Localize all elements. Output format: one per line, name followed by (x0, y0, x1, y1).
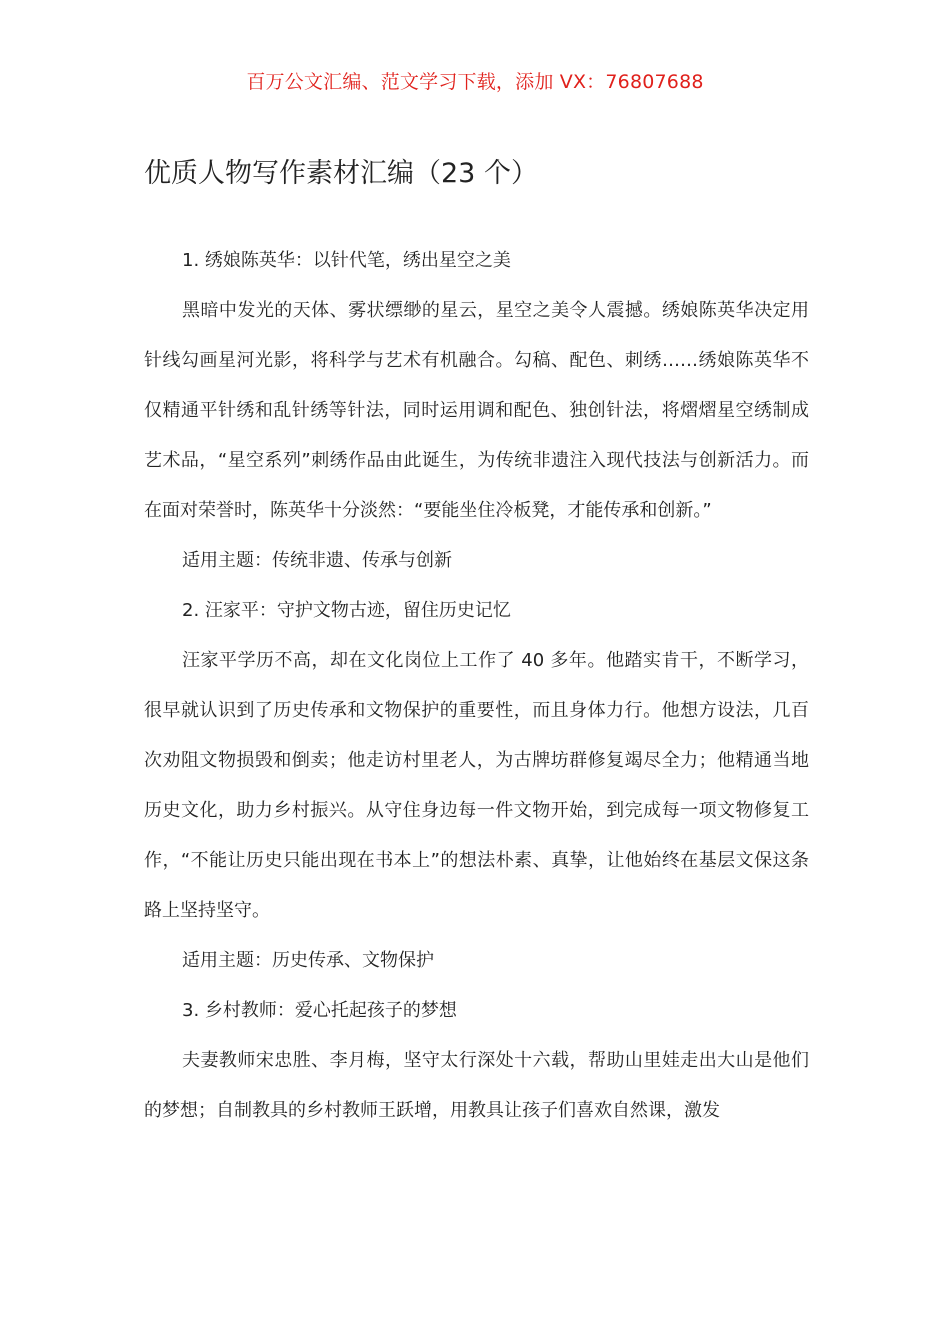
paragraph-rural-teachers: 夫妻教师宋忠胜、李月梅，坚守太行深处十六载，帮助山里娃走出大山是他们的梦想；自制教具的乡村教师王跃增，用教具让孩子们喜欢自然课，激发 (144, 1050, 809, 1121)
header-advertisement: 百万公文汇编、范文学习下载，添加 VX：76807688 (246, 71, 704, 93)
paragraph-wang-jiaping: 汪家平学历不高，却在文化岗位上工作了 40 多年。他踏实肯干，不断学习，很早就认识到了历史传承和文物保护的重要性，而且身体力行。他想方设法，几百次劝阻文物损毁和倒卖；他走访村里老人，为古牌坊群修复竭尽全力；他精通当地历史文化，助力乡村振兴。从守住身边每一件文物开始，到完成每一项文物修复工作，“不能让历史只能出现在书本上”的想法朴素、真挚，让他始终在基层文保这条路上坚持坚守。 (144, 650, 809, 921)
document-body (144, 236, 809, 1136)
paragraph-chen-yinghua: 黑暗中发光的天体、雾状缥缈的星云，星空之美令人震撼。绣娘陈英华决定用针线勾画星河光影，将科学与艺术有机融合。勾稿、配色、刺绣……绣娘陈英华不仅精通平针绣和乱针绣等针法，同时运用调和配色、独创针法，将熠熠星空绣制成艺术品，“星空系列”刺绣作品由此诞生，为传统非遗注入现代技法与创新活力。而在面对荣誉时，陈英华十分淡然：“要能坐住冷板凳，才能传承和创新。” (144, 300, 809, 521)
section-heading-2: 2. 汪家平：守护文物古迹，留住历史记忆 (182, 600, 511, 621)
theme-line-1: 适用主题：传统非遗、传承与创新 (182, 550, 452, 571)
section-heading-3: 3. 乡村教师：爱心托起孩子的梦想 (182, 1000, 457, 1021)
document-title: 优质人物写作素材汇编（23 个） (144, 158, 538, 189)
section-heading-1: 1. 绣娘陈英华：以针代笔，绣出星空之美 (182, 250, 511, 271)
theme-line-2: 适用主题：历史传承、文物保护 (182, 950, 434, 971)
